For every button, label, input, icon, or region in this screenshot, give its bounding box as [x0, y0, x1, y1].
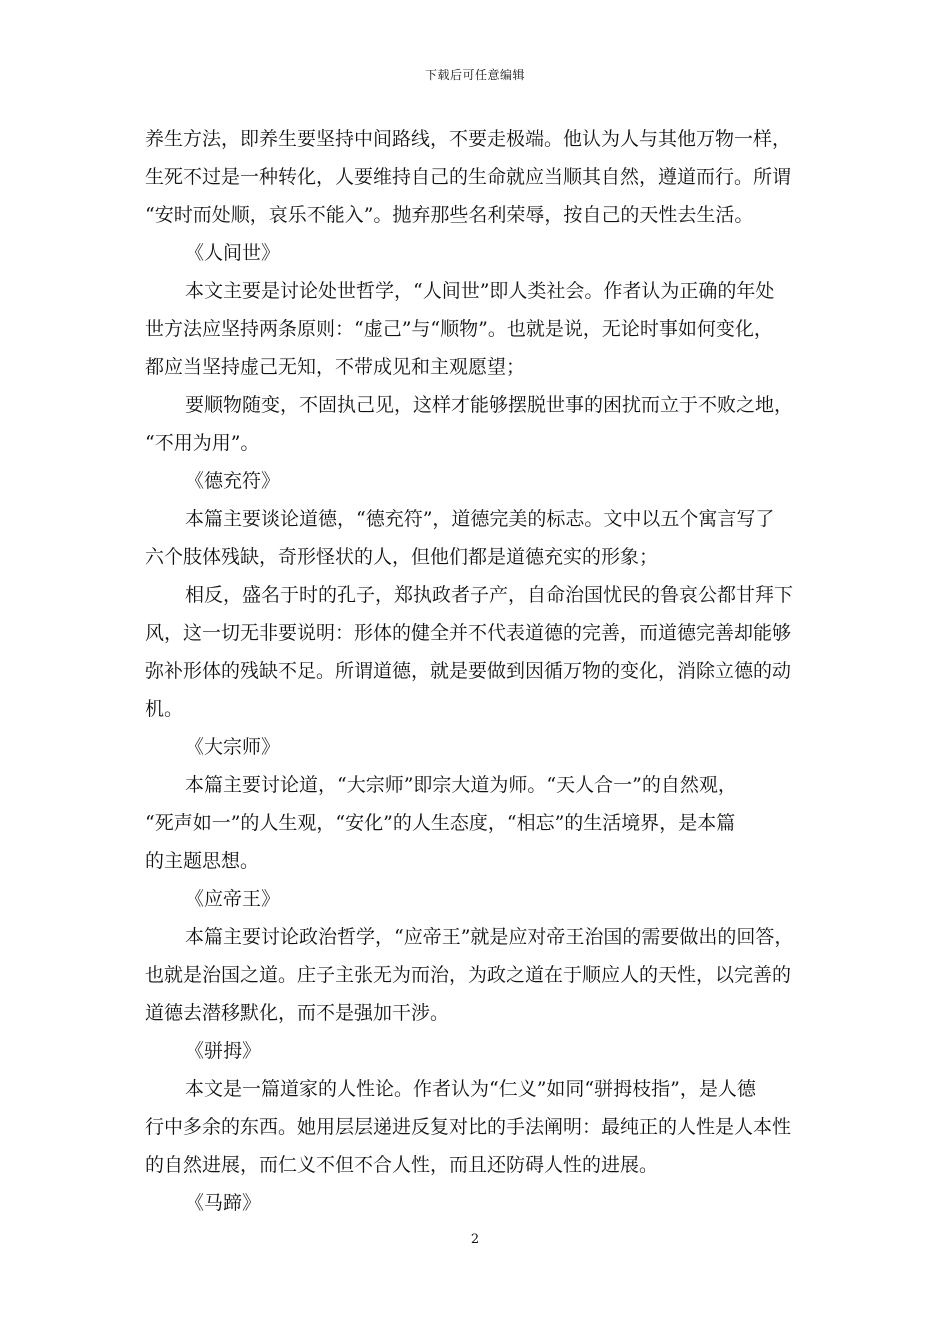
text-line: 本文主要是讨论处世哲学，“人间世”即人类社会。作者认为正确的年处: [185, 280, 775, 302]
text-line: 本篇主要谈论道德，“德充符”，道德完美的标志。文中以五个寓言写了: [185, 508, 775, 530]
section-heading: 《骈拇》: [185, 1040, 262, 1062]
section-heading: 《人间世》: [185, 242, 281, 264]
text-line: 本文是一篇道家的人性论。作者认为“仁义”如同“骈拇枝指”，是人德: [185, 1078, 756, 1100]
text-line: 也就是治国之道。庄子主张无为而治，为政之道在于顺应人的天性，以完善的: [145, 964, 792, 986]
text-line: 要顺物随变，不固执己见，这样才能够摆脱世事的困扰而立于不败之地，: [185, 394, 794, 416]
text-line: “安时而处顺，哀乐不能入”。抛弃那些名利荣辱，按自己的天性去生活。: [145, 204, 754, 226]
text-line: “死声如一”的人生观，“安化”的人生态度，“相忘”的生活境界，是本篇: [145, 812, 736, 834]
text-line: 相反，盛名于时的孔子，郑执政者子产，自命治国忧民的鲁哀公都甘拜下: [185, 584, 794, 606]
page-number: 2: [470, 1232, 480, 1247]
section-heading: 《大宗师》: [185, 736, 281, 758]
text-line: 弥补形体的残缺不足。所谓道德，就是要做到因循万物的变化，消除立德的动: [145, 660, 792, 682]
text-line: 的主题思想。: [145, 850, 260, 872]
text-line: 本篇主要讨论政治哲学，“应帝王”就是应对帝王治国的需要做出的回答，: [185, 926, 794, 948]
text-line: 都应当坚持虚己无知，不带成见和主观愿望；: [145, 356, 526, 378]
text-line: 风，这一切无非要说明：形体的健全并不代表道德的完善，而道德完善却能够: [145, 622, 792, 644]
page-header: 下载后可任意编辑: [424, 68, 525, 82]
text-line: 的自然进展，而仁义不但不合人性，而且还防碍人性的进展。: [145, 1154, 659, 1176]
text-line: 机。: [145, 698, 184, 720]
text-line: “不用为用”。: [145, 432, 260, 454]
text-line: 世方法应坚持两条原则：“虚己”与“顺物”。也就是说，无论时事如何变化，: [145, 318, 773, 340]
text-line: 养生方法，即养生要坚持中间路线，不要走极端。他认为人与其他万物一样，: [145, 128, 792, 150]
text-line: 六个肢体残缺，奇形怪状的人，但他们都是道德充实的形象；: [145, 546, 659, 568]
section-heading: 《德充符》: [185, 470, 281, 492]
section-heading: 《马蹄》: [185, 1192, 262, 1214]
text-line: 本篇主要讨论道，“大宗师”即宗大道为师。“天人合一”的自然观，: [185, 774, 737, 796]
text-line: 行中多余的东西。她用层层递进反复对比的手法阐明：最纯正的人性是人本性: [145, 1116, 792, 1138]
text-line: 道德去潜移默化，而不是强加干涉。: [145, 1002, 450, 1024]
text-line: 生死不过是一种转化，人要维持自己的生命就应当顺其自然，遵道而行。所谓: [145, 166, 792, 188]
document-body: [145, 120, 805, 1222]
section-heading: 《应帝王》: [185, 888, 281, 910]
